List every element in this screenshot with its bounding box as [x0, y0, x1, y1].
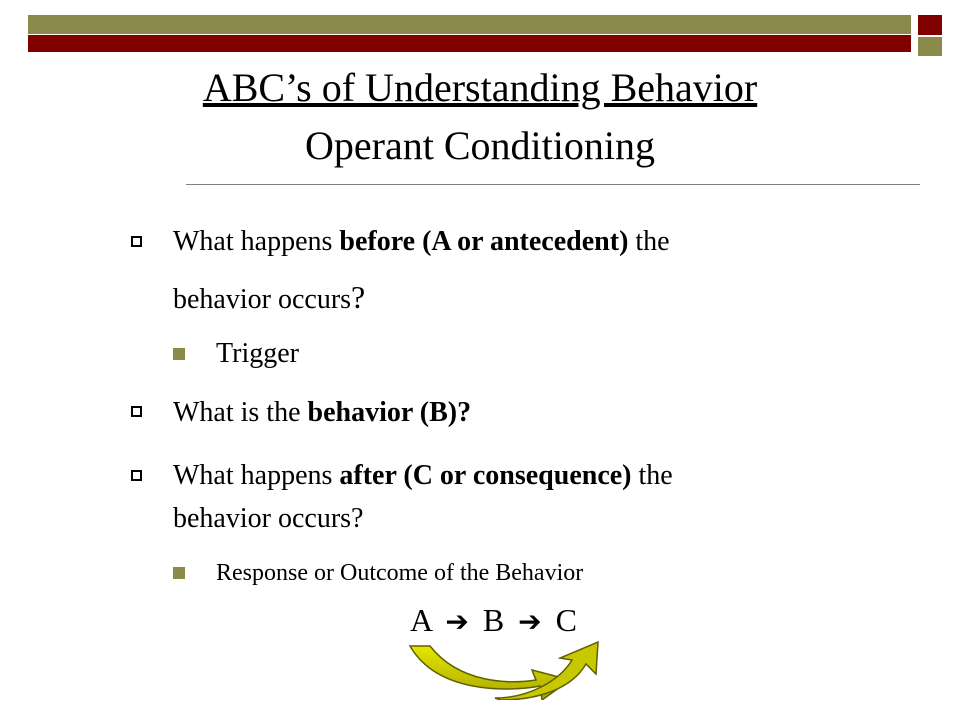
bullet-1-line-1: What happens before (A or antecedent) the — [173, 226, 670, 257]
bullet-1-sub: Trigger — [216, 338, 299, 369]
bullet-3-line-2: behavior occurs? — [173, 503, 364, 534]
bullet-3-sub: Response or Outcome of the Behavior — [216, 560, 584, 586]
slide-subtitle: Operant Conditioning — [305, 123, 655, 168]
square-bullet-icon — [131, 236, 142, 247]
abc-sequence — [410, 600, 577, 642]
letter-b: B — [482, 602, 505, 638]
bullet-3-line-1: What happens after (C or consequence) the — [173, 460, 673, 491]
top-bar-olive — [28, 15, 911, 34]
bullet-2-line-1: What is the behavior (B)? — [173, 397, 472, 428]
sub-bullet-icon — [173, 567, 185, 579]
curved-arrows-icon — [400, 640, 610, 700]
right-arrow-icon: ➔ — [518, 605, 542, 638]
curved-arrow-right-icon — [495, 642, 598, 700]
square-bullet-icon — [131, 470, 142, 481]
letter-c: C — [555, 602, 577, 638]
right-arrow-icon: ➔ — [445, 605, 469, 638]
top-bar-maroon — [28, 35, 911, 52]
bullet-1-line-2: behavior occurs? — [173, 279, 366, 315]
title-divider — [186, 184, 920, 185]
corner-square-maroon — [918, 15, 942, 35]
corner-square-olive — [918, 37, 942, 56]
letter-a: A — [410, 602, 432, 638]
square-bullet-icon — [131, 406, 142, 417]
sub-bullet-icon — [173, 348, 185, 360]
slide-title: ABC’s of Understanding Behavior — [202, 65, 758, 110]
